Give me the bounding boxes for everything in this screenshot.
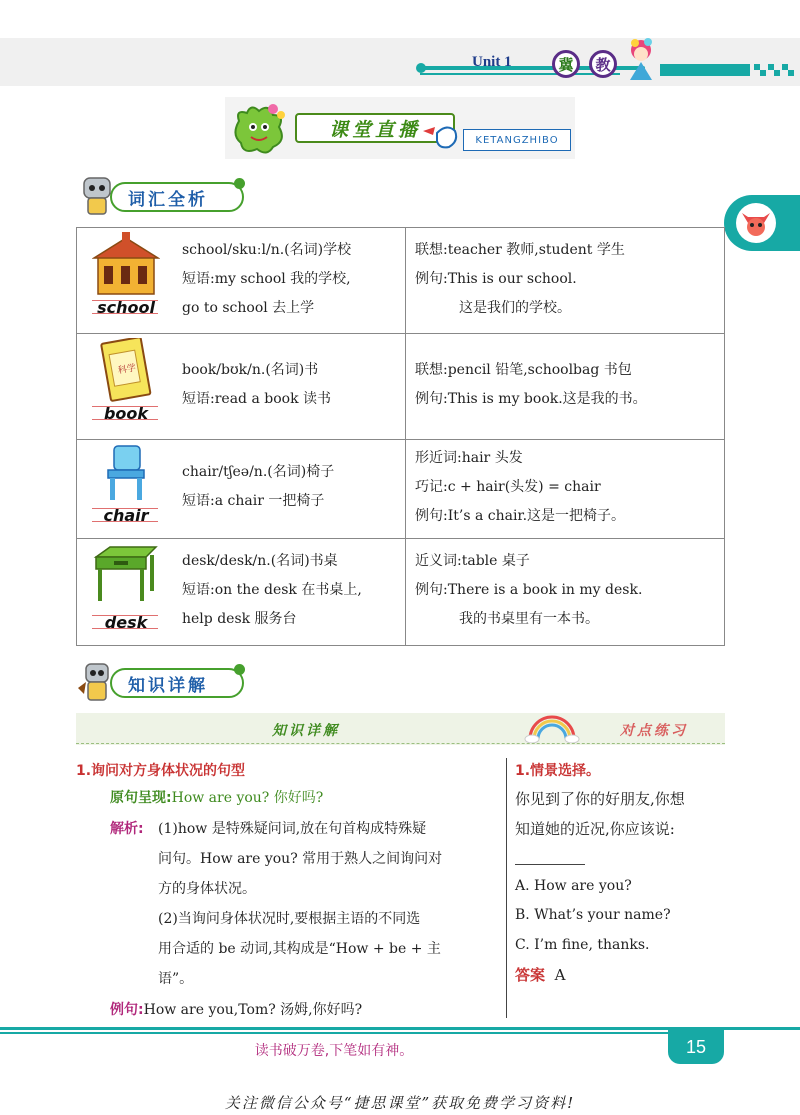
knowledge-section-dot bbox=[234, 664, 245, 675]
definition-line: school/skuːl/n.(名词)学校 bbox=[182, 242, 352, 258]
example-line: 例句:There is a book in my desk. bbox=[415, 582, 643, 598]
definition-line: book/bʊk/n.(名词)书 bbox=[182, 362, 319, 378]
strip-right-title: 对点练习 bbox=[620, 723, 688, 739]
fox-face-icon bbox=[736, 203, 776, 243]
answer-blank bbox=[515, 864, 585, 865]
vocab-row-desk bbox=[77, 539, 724, 645]
column-divider bbox=[405, 334, 406, 439]
definition-line: desk/desk/n.(名词)书桌 bbox=[182, 553, 338, 569]
phrase-line: 短语:on the desk 在书桌上, bbox=[182, 582, 362, 598]
vocab-word: chair bbox=[103, 506, 149, 525]
phrase-line: 短语:a chair 一把椅子 bbox=[182, 493, 325, 509]
column-divider bbox=[405, 228, 406, 333]
unit-label: Unit 1 bbox=[472, 54, 512, 70]
column-divider bbox=[405, 440, 406, 538]
exercise-question-line: 知道她的近况,你应该说: bbox=[515, 820, 675, 838]
option-a: A. How are you? bbox=[515, 878, 632, 894]
similar-word-line: 形近词:hair 头发 bbox=[415, 450, 523, 466]
association-line: 联想:pencil 铅笔,schoolbag 书包 bbox=[415, 362, 632, 378]
vocab-table bbox=[76, 227, 725, 646]
analysis-line: 问句。How are you? 常用于熟人之间询问对 bbox=[158, 851, 443, 867]
example-label: 例句: bbox=[110, 1002, 144, 1018]
analysis-line: (2)当询问身体状况时,要根据主语的不同选 bbox=[158, 911, 421, 927]
vocab-section-dot bbox=[234, 178, 245, 189]
footer-watermark: 关注微信公众号“捷思课堂”获取免费学习资料! bbox=[224, 1094, 576, 1112]
banner-title: 课堂直播 bbox=[295, 113, 455, 143]
vocab-row-book bbox=[77, 334, 724, 440]
vocab-definition bbox=[182, 458, 334, 516]
knowledge-section-header bbox=[76, 660, 246, 706]
knowledge-strip bbox=[76, 713, 725, 745]
example-line: 例句:This is my book.这是我的书。 bbox=[415, 391, 647, 407]
vocab-notes bbox=[415, 547, 642, 634]
vocab-notes bbox=[415, 236, 625, 323]
example-line: 例句:It’s a chair.这是一把椅子。 bbox=[415, 508, 626, 524]
knowledge-section-title: 知识详解 bbox=[128, 676, 208, 696]
banner-subtitle: KETANGZHIBO bbox=[463, 129, 571, 151]
example-translation: 我的书桌里有一本书。 bbox=[459, 611, 599, 627]
column-divider bbox=[405, 539, 406, 645]
footer-motto: 读书破万卷,下笔如有神。 bbox=[254, 1043, 414, 1059]
side-tab bbox=[724, 195, 800, 251]
example-line: 例句:This is our school. bbox=[415, 271, 577, 287]
answer-label: 答案 bbox=[515, 966, 546, 984]
vocab-word: school bbox=[97, 298, 155, 317]
svg-text:科学: 科学 bbox=[117, 363, 137, 377]
example-translation: 这是我们的学校。 bbox=[459, 300, 571, 316]
publisher-badge-ji: 冀 bbox=[552, 50, 580, 78]
vocab-definition bbox=[182, 547, 362, 634]
page-number: 15 bbox=[668, 1030, 724, 1064]
vocab-section-title: 词汇全析 bbox=[128, 190, 208, 210]
robot-mascot-icon bbox=[76, 174, 118, 220]
option-b: B. What’s your name? bbox=[515, 907, 671, 923]
header-checker-decor bbox=[660, 62, 800, 78]
example-text: How are you,Tom? 汤姆,你好吗? bbox=[143, 1002, 363, 1018]
header-rule-thin bbox=[420, 73, 620, 75]
worker-mascot-icon bbox=[76, 660, 118, 706]
analysis-line: 语”。 bbox=[158, 971, 194, 987]
strip-left-title: 知识详解 bbox=[272, 723, 340, 739]
exercise-title: 1.情景选择。 bbox=[515, 763, 601, 779]
phrase-line: 短语:my school 我的学校, bbox=[182, 271, 351, 287]
answer-value: A bbox=[554, 966, 566, 984]
memory-trick-line: 巧记:c + hair(头发) = chair bbox=[415, 479, 601, 495]
vocab-row-school bbox=[77, 228, 724, 334]
answer-line bbox=[515, 960, 565, 990]
example-sentence bbox=[110, 995, 362, 1025]
vocab-word: book bbox=[103, 404, 149, 423]
girl-mascot-icon bbox=[618, 36, 664, 82]
definition-line: chair/tʃeə/n.(名词)椅子 bbox=[182, 464, 335, 480]
vocab-row-chair bbox=[77, 440, 724, 539]
rainbow-icon bbox=[524, 709, 580, 743]
analysis-line: (1)how 是特殊疑问词,放在句首构成特殊疑 bbox=[158, 821, 427, 837]
analysis-line: 用合适的 be 动词,其构成是“How + be + 主 bbox=[158, 941, 441, 957]
vocab-definition bbox=[182, 236, 351, 323]
footer-rule-thin bbox=[0, 1032, 668, 1034]
pointing-hand-icon bbox=[421, 119, 461, 153]
vocab-definition bbox=[182, 356, 331, 414]
phrase-line: 短语:read a book 读书 bbox=[182, 391, 332, 407]
publisher-badge-jiao: 教 bbox=[589, 50, 617, 78]
exercise-question-line: 你见到了你的好朋友,你想 bbox=[515, 790, 685, 808]
vocab-notes bbox=[415, 444, 625, 531]
vocab-section-header bbox=[76, 174, 246, 220]
book-icon bbox=[92, 338, 160, 402]
analysis-label: 解析: bbox=[110, 821, 144, 837]
school-building-icon bbox=[92, 232, 160, 298]
association-line: 联想:teacher 教师,student 学生 bbox=[415, 242, 625, 258]
original-sentence bbox=[110, 783, 323, 813]
strip-dashed-line bbox=[76, 743, 725, 744]
option-c: C. I’m fine, thanks. bbox=[515, 937, 650, 953]
column-separator bbox=[506, 758, 507, 1018]
section-banner bbox=[225, 97, 575, 159]
phrase-line: go to school 去上学 bbox=[182, 300, 315, 316]
chair-icon bbox=[92, 444, 160, 502]
vocab-notes bbox=[415, 356, 647, 414]
original-text: How are you? 你好吗? bbox=[171, 790, 324, 806]
phrase-line: help desk 服务台 bbox=[182, 611, 297, 627]
original-label: 原句呈现: bbox=[110, 790, 172, 806]
knowledge-point-title: 1.询问对方身体状况的句型 bbox=[76, 763, 246, 779]
green-monster-mascot-icon bbox=[229, 101, 289, 157]
desk-icon bbox=[92, 543, 160, 605]
synonym-line: 近义词:table 桌子 bbox=[415, 553, 530, 569]
analysis-line: 方的身体状况。 bbox=[158, 881, 256, 897]
vocab-word: desk bbox=[104, 613, 148, 632]
